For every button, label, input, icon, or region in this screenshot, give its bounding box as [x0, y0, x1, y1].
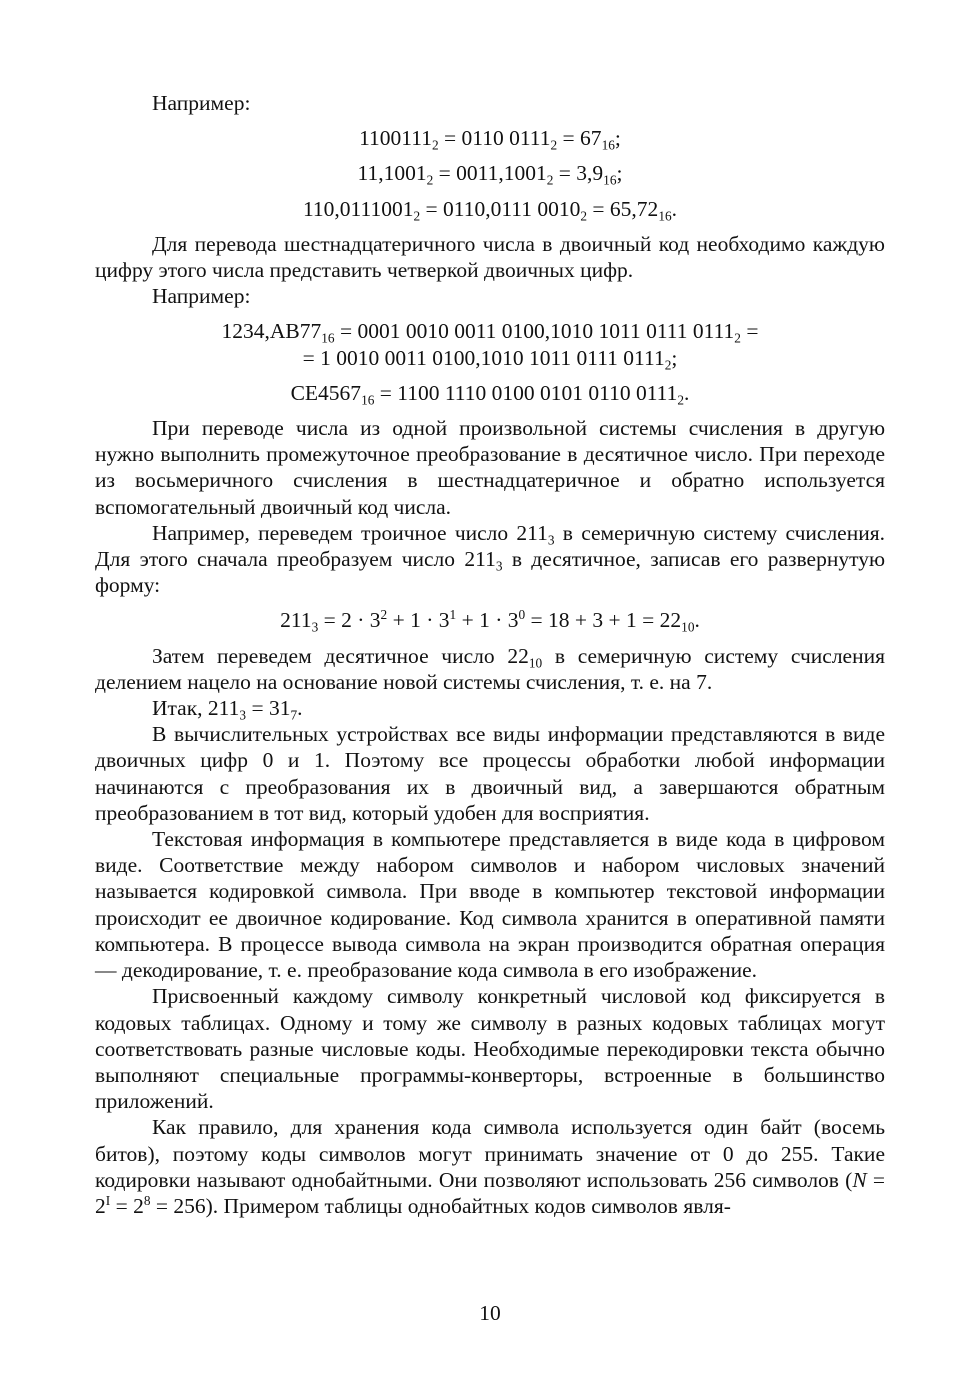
- formula-hex-to-binary-2: $CE4567_{16} = 1100$ 1110 0100 0101 0110 $0111_2$.: [290, 380, 690, 408]
- example-intro: Например:: [152, 284, 251, 309]
- formula-ternary-expansion: $211_3 = 2 \cdot 3^2 + 1 \cdot 3^1 + 1 \cdot 3^0 = 18 + 3 + 1 = 22_{10}$.: [280, 607, 700, 636]
- paragraph-ternary-example: Например, переведем троичное число $211_3$ в семеричную систему счисления. Для этого сначала преобразуем число $211_3$ в десятичное, записав его развернутую форму:: [95, 520, 886, 598]
- paragraph-arbitrary-conversion: При переводе числа из одной произвольной системы счисления в другую нужно выполнить промежуточное преобразование в десятичное число. При переходе из восьмеричного счисления в шестнадцатеричное и обратно используется вспомогательный двоичный код числа.: [95, 416, 885, 519]
- formula-binary-to-hex-2: $11,1001_2 = 0011,1001_2 = 3,9_{16}$;: [357, 161, 623, 189]
- page-body: [95, 90, 885, 1219]
- example-intro: Например:: [152, 91, 251, 115]
- paragraph-result: Итак, $211_3 = 31_7$.: [152, 696, 303, 723]
- paragraph-single-byte: Как правило, для хранения кода символа используется один байт (восемь битов), поэтому коды символов могут принимать значение от 0 до 255. Такие кодировки называют однобайтными. Они позволяют использовать 256 символов $(N = 2^I = 2^8 = 256)$. Примером таблицы однобайтных кодов символов явля-: [95, 1115, 885, 1218]
- formula-hex-to-binary-line1: $1234,AB77_{16} = 0001$ 0010 0011 0100,1010 1011 0111 $0111_2$ =: [221, 319, 759, 347]
- paragraph-decimal-to-septenary: Затем переведем десятичное число $22_{10}$ в семеричную систему счисления делением нацело на основание новой системы счисления, т. е. на 7.: [95, 643, 885, 694]
- page-number: 10: [479, 1301, 501, 1325]
- paragraph-code-tables: Присвоенный каждому символу конкретный числовой код фиксируется в кодовых таблицах. Одному и тому же символу в разных кодовых таблицах могут соответствовать разные числовые коды. Необходимые перекодировки текста обычно выполняют специальные программы-конверторы, встроенные в большинство приложений.: [95, 984, 885, 1114]
- formula-binary-to-hex-3: $110,0111001_2 = 0110,0111$ $0010_2 = 65,72_{16}$.: [302, 196, 678, 224]
- formula-binary-to-hex-1: $1100111_2 = 0110$ $0111_2 = 67_{16}$;: [359, 126, 621, 153]
- paragraph-hex-to-binary: Для перевода шестнадцатеричного числа в двоичный код необходимо каждую цифру этого числа представить четверкой двоичных цифр.: [95, 231, 885, 283]
- paragraph-binary-representation: В вычислительных устройствах все виды информации представляются в виде двоичных цифр 0 и 1. Поэтому все процессы обработки любой информации начинаются с преобразования их в двоичный вид, а завершаются обратным преобразованием в тот вид, который удобен для восприятия.: [95, 722, 885, 825]
- paragraph-text-encoding: Текстовая информация в компьютере представляется в виде кода в цифровом виде. Соответствие между набором символов и набором числовых значений называется кодировкой символа. При вводе в компьютер текстовой информации происходит ее двоичное кодирование. Код символа хранится в оперативной памяти компьютера. В процессе вывода символа на экран производится обратная операция — декодирование, т. е. преобразование кода символа в его изображение.: [95, 827, 885, 983]
- formula-hex-to-binary-line2: = 1 0010 0011 0100,1010 1011 0111 $0111_2$;: [302, 345, 678, 373]
